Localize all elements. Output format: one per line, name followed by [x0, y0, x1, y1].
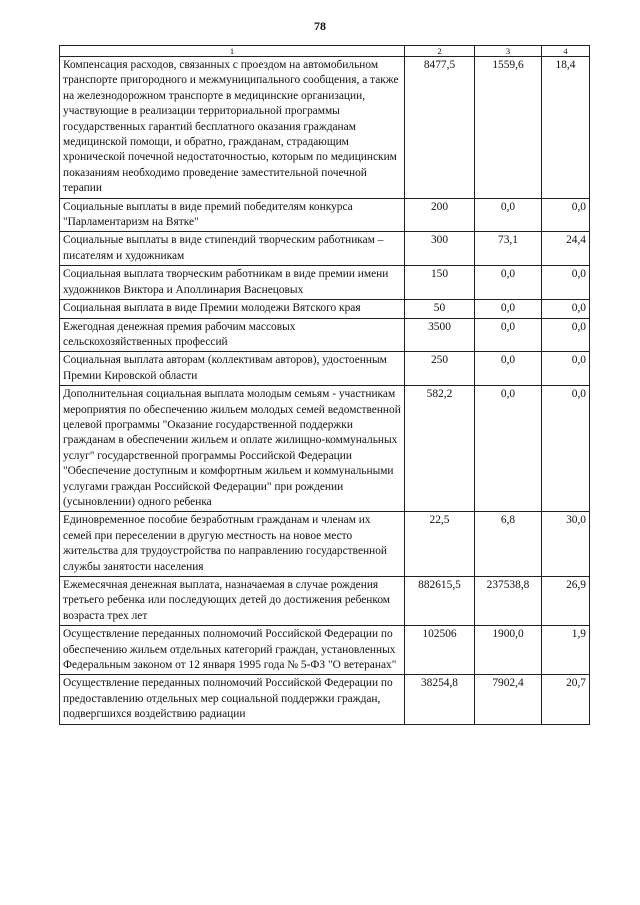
row-value-col2: 300: [405, 232, 475, 266]
row-value-col3: 73,1: [475, 232, 542, 266]
row-value-col4: 24,4: [542, 232, 590, 266]
column-header-1: 1: [60, 46, 405, 57]
row-name: Компенсация расходов, связанных с проездом на автомобильном транспорте пригородного и межмуниципального сообщения, а также на железнодорожном транспорте в медицинские организации, участвующие в реализации территориальной программы государственных гарантий бесплатного оказания гражданам медицинской помощи, и обратно, гражданам, страдающим хронической почечной недостаточностью, которым по медицинским показаниям необходимо проведение заместительной почечной терапии: [60, 57, 405, 199]
table-body: [60, 46, 590, 725]
page-number: 78: [314, 19, 326, 33]
table-row: [60, 300, 590, 318]
budget-table: [59, 45, 590, 725]
row-name: Социальные выплаты в виде стипендий творческим работникам – писателям и художникам: [60, 232, 405, 266]
row-value-col3: 0,0: [475, 386, 542, 512]
table-row: [60, 512, 590, 577]
row-name: Социальные выплаты в виде премий победителям конкурса "Парламентаризм на Вятке": [60, 198, 405, 232]
row-value-col4: 0,0: [542, 266, 590, 300]
row-value-col2: 200: [405, 198, 475, 232]
row-value-col4: 30,0: [542, 512, 590, 577]
row-value-col4: 0,0: [542, 352, 590, 386]
table-row: [60, 318, 590, 352]
table-row: [60, 266, 590, 300]
row-value-col3: 237538,8: [475, 577, 542, 626]
row-value-col2: 3500: [405, 318, 475, 352]
row-value-col3: 0,0: [475, 318, 542, 352]
header-row: [60, 46, 590, 57]
row-name: Социальная выплата в виде Премии молодежи Вятского края: [60, 300, 405, 318]
row-value-col2: 582,2: [405, 386, 475, 512]
row-value-col4: 0,0: [542, 198, 590, 232]
row-name: Дополнительная социальная выплата молодым семьям - участникам мероприятия по обеспечению жильем молодых семей ведомственной целевой программы "Оказание государственной поддержки гражданам в обеспечении жильем и оплате жилищно-коммунальных услуг" государственной программы Российской Федерации "Обеспечение доступным и комфортным жильем и коммунальными услугами граждан Российской Федерации" при рождении (усыновлении) одного ребенка: [60, 386, 405, 512]
row-value-col3: 7902,4: [475, 675, 542, 724]
row-value-col3: 6,8: [475, 512, 542, 577]
table-row: [60, 198, 590, 232]
row-value-col4: 1,9: [542, 626, 590, 675]
row-value-col4: 0,0: [542, 318, 590, 352]
column-header-4: 4: [542, 46, 590, 57]
column-header-3: 3: [475, 46, 542, 57]
row-value-col3: 0,0: [475, 352, 542, 386]
table-row: [60, 352, 590, 386]
row-name: Социальная выплата авторам (коллективам авторов), удостоенным Премии Кировской области: [60, 352, 405, 386]
row-name: Ежегодная денежная премия рабочим массовых сельскохозяйственных профессий: [60, 318, 405, 352]
row-value-col3: 0,0: [475, 300, 542, 318]
row-value-col3: 1900,0: [475, 626, 542, 675]
row-value-col3: 1559,6: [475, 57, 542, 199]
row-value-col2: 8477,5: [405, 57, 475, 199]
table-row: [60, 675, 590, 724]
row-value-col2: 250: [405, 352, 475, 386]
row-value-col2: 882615,5: [405, 577, 475, 626]
table-row: [60, 626, 590, 675]
row-value-col4: 26,9: [542, 577, 590, 626]
row-value-col2: 22,5: [405, 512, 475, 577]
row-name: Единовременное пособие безработным гражданам и членам их семей при переселении в другую местность на новое место жительства для трудоустройства по направлению государственной службы занятости населения: [60, 512, 405, 577]
row-value-col4: 0,0: [542, 386, 590, 512]
row-value-col4: 20,7: [542, 675, 590, 724]
row-name: Осуществление переданных полномочий Российской Федерации по обеспечению жильем отдельных категорий граждан, установленных Федеральным законом от 12 января 1995 года № 5-ФЗ "О ветеранах": [60, 626, 405, 675]
row-value-col4: 18,4: [542, 57, 590, 199]
row-name: Осуществление переданных полномочий Российской Федерации по предоставлению отдельных мер социальной поддержки граждан, подвергшихся воздействию радиации: [60, 675, 405, 724]
row-name: Социальная выплата творческим работникам в виде премии имени художников Виктора и Аполлинария Васнецовых: [60, 266, 405, 300]
row-value-col3: 0,0: [475, 266, 542, 300]
table-row: [60, 232, 590, 266]
row-value-col3: 0,0: [475, 198, 542, 232]
row-value-col2: 102506: [405, 626, 475, 675]
table-row: [60, 577, 590, 626]
column-header-2: 2: [405, 46, 475, 57]
table-row: [60, 386, 590, 512]
row-value-col2: 38254,8: [405, 675, 475, 724]
row-value-col2: 150: [405, 266, 475, 300]
row-name: Ежемесячная денежная выплата, назначаемая в случае рождения третьего ребенка или последующих детей до достижения ребенком возраста трех лет: [60, 577, 405, 626]
row-value-col2: 50: [405, 300, 475, 318]
row-value-col4: 0,0: [542, 300, 590, 318]
table-row: [60, 57, 590, 199]
